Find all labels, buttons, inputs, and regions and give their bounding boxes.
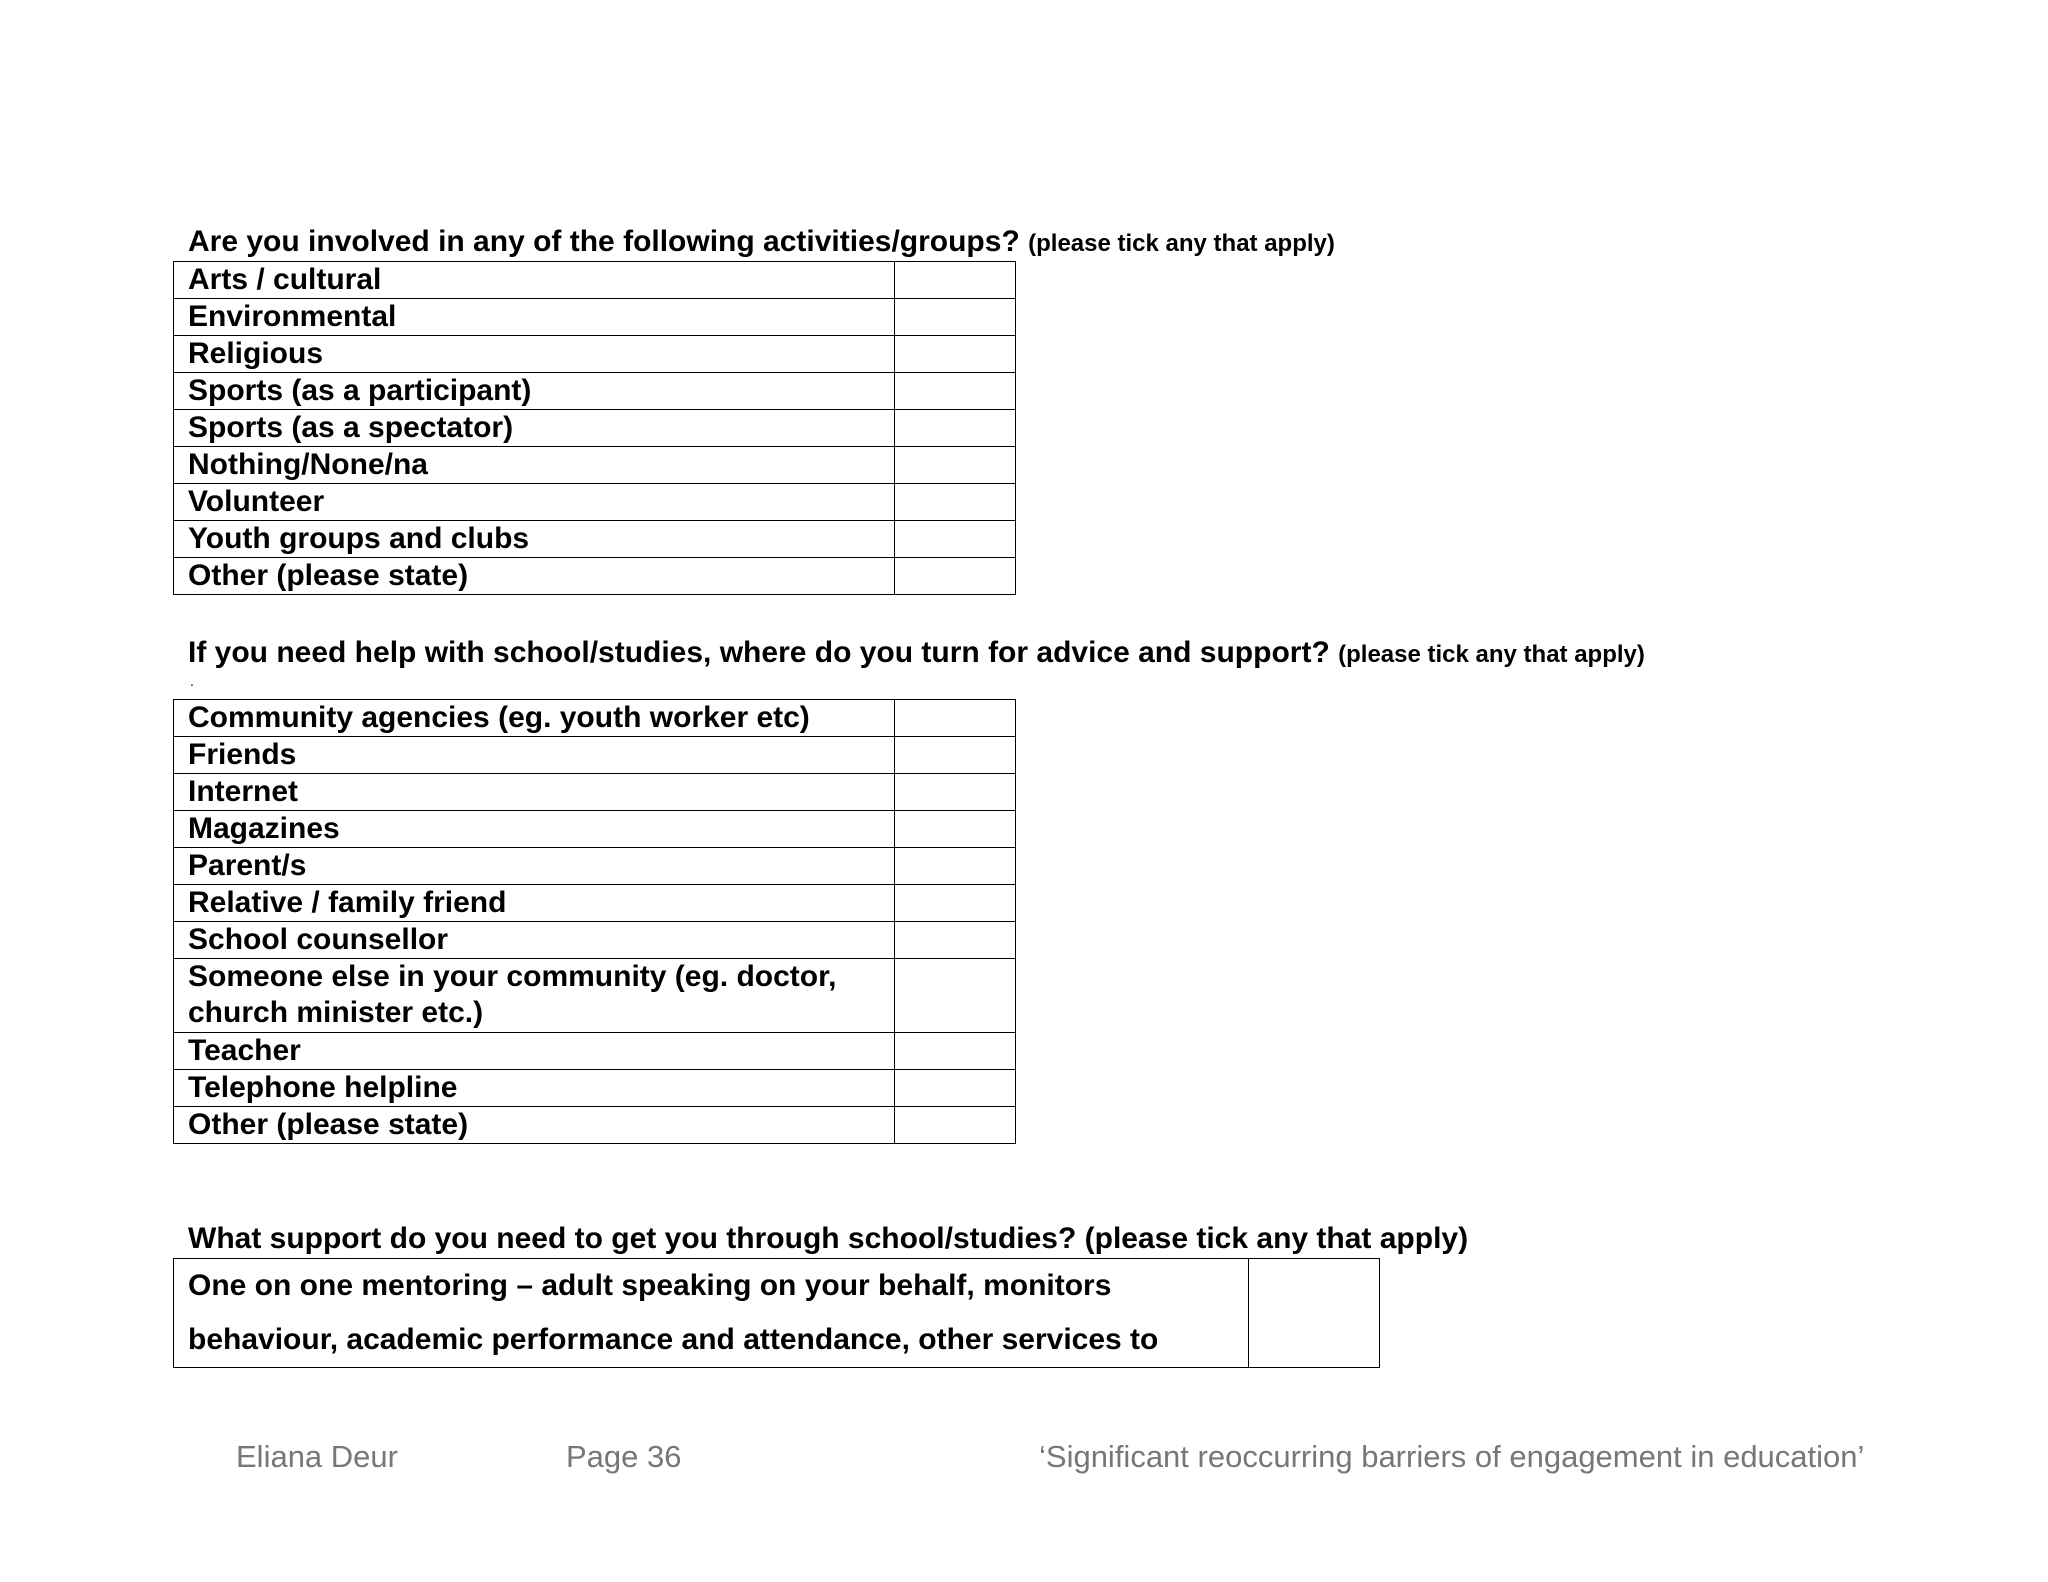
question-support [188, 1222, 1468, 1256]
option-label: Nothing/None/na [174, 447, 895, 484]
option-label: Sports (as a participant) [174, 373, 895, 410]
option-label: Volunteer [174, 484, 895, 521]
tick-box[interactable] [895, 410, 1016, 447]
table-row [174, 410, 1016, 447]
option-label: Internet [174, 774, 895, 811]
table-row [174, 1107, 1016, 1144]
table-row [174, 484, 1016, 521]
tick-box[interactable] [895, 521, 1016, 558]
table-row [174, 1259, 1380, 1368]
option-label: Parent/s [174, 848, 895, 885]
option-label: Other (please state) [174, 558, 895, 595]
tick-box[interactable] [895, 558, 1016, 595]
tick-box[interactable] [895, 336, 1016, 373]
tick-box[interactable] [895, 774, 1016, 811]
table-row [174, 959, 1016, 1033]
question-activities-text: Are you involved in any of the following activities/groups? [188, 225, 1020, 258]
table-row [174, 1070, 1016, 1107]
help-sources-table [173, 699, 1016, 1144]
stray-dot: . [190, 673, 194, 689]
option-label: Teacher [174, 1033, 895, 1070]
table-row [174, 737, 1016, 774]
option-label: Youth groups and clubs [174, 521, 895, 558]
tick-box[interactable] [895, 922, 1016, 959]
tick-box[interactable] [895, 700, 1016, 737]
tick-box[interactable] [895, 484, 1016, 521]
table-row [174, 299, 1016, 336]
footer-page-number: Page 36 [566, 1439, 682, 1474]
tick-box[interactable] [895, 262, 1016, 299]
option-label: Relative / family friend [174, 885, 895, 922]
option-label: Magazines [174, 811, 895, 848]
table-row [174, 700, 1016, 737]
question-support-text: What support do you need to get you through school/studies? (please tick any that apply) [188, 1222, 1469, 1255]
question-activities [188, 225, 1335, 261]
question-help [188, 636, 1645, 672]
table-row [174, 885, 1016, 922]
tick-box[interactable] [895, 1070, 1016, 1107]
footer-author: Eliana Deur [236, 1439, 398, 1474]
tick-box[interactable] [895, 885, 1016, 922]
option-label: Friends [174, 737, 895, 774]
table-row [174, 774, 1016, 811]
question-help-hint: (please tick any that apply) [1338, 641, 1645, 668]
table-row [174, 262, 1016, 299]
option-label: School counsellor [174, 922, 895, 959]
activities-table [173, 261, 1016, 595]
option-label: Sports (as a spectator) [174, 410, 895, 447]
question-activities-hint: (please tick any that apply) [1028, 230, 1335, 257]
option-label: Religious [174, 336, 895, 373]
support-needs-table [173, 1258, 1380, 1368]
tick-box[interactable] [895, 811, 1016, 848]
table-row [174, 811, 1016, 848]
table-row [174, 558, 1016, 595]
tick-box[interactable] [895, 848, 1016, 885]
option-label: Environmental [174, 299, 895, 336]
tick-box[interactable] [1249, 1259, 1380, 1368]
tick-box[interactable] [895, 1107, 1016, 1144]
option-label: Someone else in your community (eg. doctor, church minister etc.) [174, 959, 895, 1033]
question-help-text: If you need help with school/studies, where do you turn for advice and support? [188, 636, 1330, 669]
table-row [174, 336, 1016, 373]
option-label: Telephone helpline [174, 1070, 895, 1107]
tick-box[interactable] [895, 1033, 1016, 1070]
tick-box[interactable] [895, 373, 1016, 410]
table-row [174, 922, 1016, 959]
footer-document-title: ‘Significant reoccurring barriers of engagement in education’ [1039, 1439, 1865, 1474]
table-row [174, 447, 1016, 484]
tick-box[interactable] [895, 447, 1016, 484]
tick-box[interactable] [895, 737, 1016, 774]
table-row [174, 373, 1016, 410]
table-row [174, 848, 1016, 885]
tick-box[interactable] [895, 959, 1016, 1033]
option-label: Arts / cultural [174, 262, 895, 299]
tick-box[interactable] [895, 299, 1016, 336]
table-row [174, 1033, 1016, 1070]
option-label: Other (please state) [174, 1107, 895, 1144]
table-row [174, 521, 1016, 558]
option-label: Community agencies (eg. youth worker etc) [174, 700, 895, 737]
option-label: One on one mentoring – adult speaking on your behalf, monitors behaviour, academic performance and attendance, other services to [174, 1259, 1249, 1368]
